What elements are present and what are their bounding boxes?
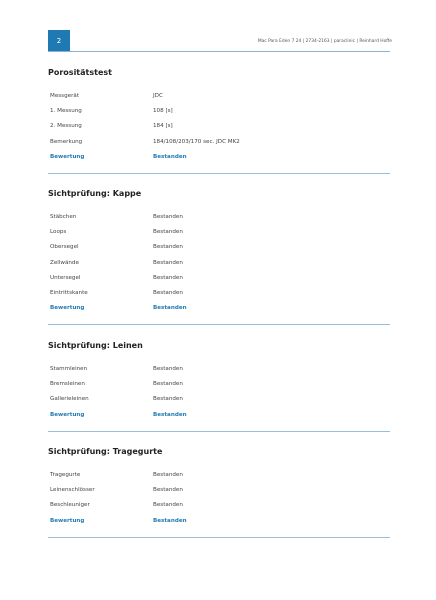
table-row: [48, 244, 390, 259]
evaluation-label: Bewertung: [50, 153, 85, 160]
section-title: Porositätstest: [48, 68, 112, 77]
row-value: Bestanden: [153, 229, 183, 236]
header-divider: [48, 51, 390, 52]
table-row: [48, 229, 390, 244]
page-number-badge: 2: [48, 30, 70, 52]
row-value: Bestanden: [153, 502, 183, 509]
table-row: [48, 290, 390, 305]
evaluation-value: Bestanden: [153, 153, 187, 160]
row-label: Bemerkung: [50, 138, 83, 145]
row-label: Gallerieleinen: [50, 396, 89, 403]
table-row: [48, 472, 390, 487]
table-row: [48, 214, 390, 229]
section-kappe: [48, 189, 390, 325]
evaluation-label: Bewertung: [50, 411, 85, 418]
row-value: 108 [s]: [153, 108, 173, 115]
section-divider: [48, 537, 390, 538]
table-row: [48, 260, 390, 275]
table-row: [48, 123, 390, 138]
table-row: [48, 275, 390, 290]
section-title: Sichtprüfung: Kappe: [48, 189, 142, 198]
evaluation-value: Bestanden: [153, 411, 187, 418]
section-divider: [48, 173, 390, 174]
row-value: Bestanden: [153, 487, 183, 494]
section-porositaetstest: [48, 68, 390, 174]
section-divider: [48, 431, 390, 432]
row-label: Tragegurte: [50, 472, 81, 478]
row-value: Bestanden: [153, 244, 183, 251]
evaluation-row: [48, 154, 390, 169]
row-value: Bestanden: [153, 289, 183, 296]
row-label: Beschleuniger: [50, 502, 90, 509]
section-divider: [48, 324, 390, 325]
row-value: Bestanden: [153, 472, 183, 478]
section-title: Sichtprüfung: Leinen: [48, 341, 143, 350]
row-value: Bestanden: [153, 381, 183, 388]
row-label: Bremsleinen: [50, 381, 85, 388]
evaluation-row: [48, 305, 390, 320]
row-value: 184 [s]: [153, 123, 173, 130]
evaluation-label: Bewertung: [50, 305, 85, 312]
row-label: Stammleinen: [50, 366, 88, 372]
evaluation-value: Bestanden: [153, 517, 187, 524]
evaluation-row: [48, 518, 390, 533]
table-row: [48, 396, 390, 411]
section-leinen: [48, 341, 390, 432]
row-value: Bestanden: [153, 366, 183, 372]
row-label: Loops: [50, 229, 67, 236]
row-label: Untersegel: [50, 274, 81, 281]
table-row: [48, 502, 390, 517]
row-label: 2. Messung: [50, 123, 82, 130]
evaluation-value: Bestanden: [153, 305, 187, 312]
row-value: 184/108/203/170 sec. JDC MK2: [153, 138, 240, 145]
row-label: 1. Messung: [50, 108, 82, 115]
row-label: Leinenschlösser: [50, 487, 95, 494]
table-row: [48, 487, 390, 502]
row-value: Bestanden: [153, 274, 183, 281]
table-row: [48, 366, 390, 381]
table-row: [48, 93, 390, 108]
row-value: Bestanden: [153, 214, 183, 220]
row-label: Eintrittskante: [50, 289, 88, 296]
evaluation-row: [48, 412, 390, 427]
row-value: JDC: [153, 93, 163, 99]
row-label: Obersegel: [50, 244, 79, 251]
section-tragegurte: [48, 447, 390, 538]
row-value: Bestanden: [153, 259, 183, 266]
document-info: Mac Para Eden 7 24 | 2734-2163 | paraclinic | Reinhard Hoffe: [257, 39, 392, 44]
row-label: Zellwände: [50, 259, 79, 266]
table-row: [48, 381, 390, 396]
row-label: Stäbchen: [50, 214, 77, 220]
section-title: Sichtprüfung: Tragegurte: [48, 447, 163, 456]
row-value: Bestanden: [153, 396, 183, 403]
table-row: [48, 108, 390, 123]
evaluation-label: Bewertung: [50, 517, 85, 524]
row-label: Messgerät: [50, 93, 80, 99]
table-row: [48, 139, 390, 154]
